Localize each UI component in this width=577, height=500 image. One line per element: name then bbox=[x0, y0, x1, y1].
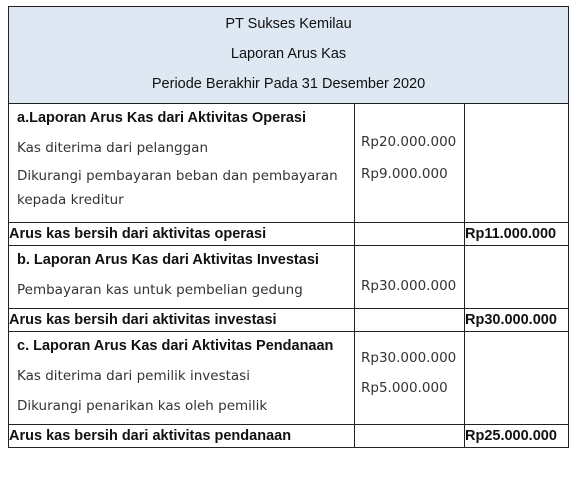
item-label: Kas diterima dari pelanggan bbox=[17, 140, 209, 156]
section-investing-labels bbox=[9, 246, 355, 309]
company-name: PT Sukses Kemilau bbox=[225, 16, 352, 32]
cash-flow-table bbox=[8, 6, 569, 448]
item-label: Pembayaran kas untuk pembelian gedung bbox=[17, 282, 303, 298]
total-amount-investing: Rp30.000.000 bbox=[465, 309, 569, 332]
item-amount: Rp30.000.000 bbox=[361, 278, 457, 294]
report-period: Periode Berakhir Pada 31 Desember 2020 bbox=[151, 76, 426, 92]
section-operating-row bbox=[9, 104, 569, 223]
report-header-row bbox=[9, 7, 569, 104]
section-title-financing: c. Laporan Arus Kas dari Aktivitas Pendanaan bbox=[17, 338, 334, 354]
total-financing-empty bbox=[355, 425, 465, 448]
item-amount: Rp30.000.000 bbox=[361, 350, 457, 366]
section-title-operating: a.Laporan Arus Kas dari Aktivitas Operasi bbox=[17, 110, 307, 126]
section-title-investing: b. Laporan Arus Kas dari Aktivitas Investasi bbox=[17, 252, 319, 268]
section-investing-amounts bbox=[355, 246, 465, 309]
total-operating-row bbox=[9, 223, 569, 246]
total-label-financing: Arus kas bersih dari aktivitas pendanaan bbox=[9, 425, 355, 448]
total-amount-financing: Rp25.000.000 bbox=[465, 425, 569, 448]
section-investing-row bbox=[9, 246, 569, 309]
section-investing-total-empty bbox=[465, 246, 569, 309]
section-operating-amounts bbox=[355, 104, 465, 223]
total-label-investing: Arus kas bersih dari aktivitas investasi bbox=[9, 309, 355, 332]
total-investing-empty bbox=[355, 309, 465, 332]
item-label: Dikurangi pembayaran beban dan pembayaran kepada kreditur bbox=[17, 168, 338, 208]
total-financing-row bbox=[9, 425, 569, 448]
section-financing-row bbox=[9, 332, 569, 425]
report-header bbox=[9, 7, 569, 104]
total-operating-empty bbox=[355, 223, 465, 246]
section-operating-labels bbox=[9, 104, 355, 223]
section-financing-total-empty bbox=[465, 332, 569, 425]
total-amount-operating: Rp11.000.000 bbox=[465, 223, 569, 246]
item-amount: Rp5.000.000 bbox=[361, 380, 448, 396]
report-title: Laporan Arus Kas bbox=[230, 46, 347, 62]
section-financing-amounts bbox=[355, 332, 465, 425]
section-financing-labels bbox=[9, 332, 355, 425]
item-label: Kas diterima dari pemilik investasi bbox=[17, 368, 250, 384]
item-amount: Rp9.000.000 bbox=[361, 166, 448, 182]
item-amount: Rp20.000.000 bbox=[361, 134, 457, 150]
section-operating-total-empty bbox=[465, 104, 569, 223]
total-investing-row bbox=[9, 309, 569, 332]
item-label: Dikurangi penarikan kas oleh pemilik bbox=[17, 398, 268, 414]
total-label-operating: Arus kas bersih dari aktivitas operasi bbox=[9, 223, 355, 246]
cash-flow-report bbox=[8, 6, 568, 448]
